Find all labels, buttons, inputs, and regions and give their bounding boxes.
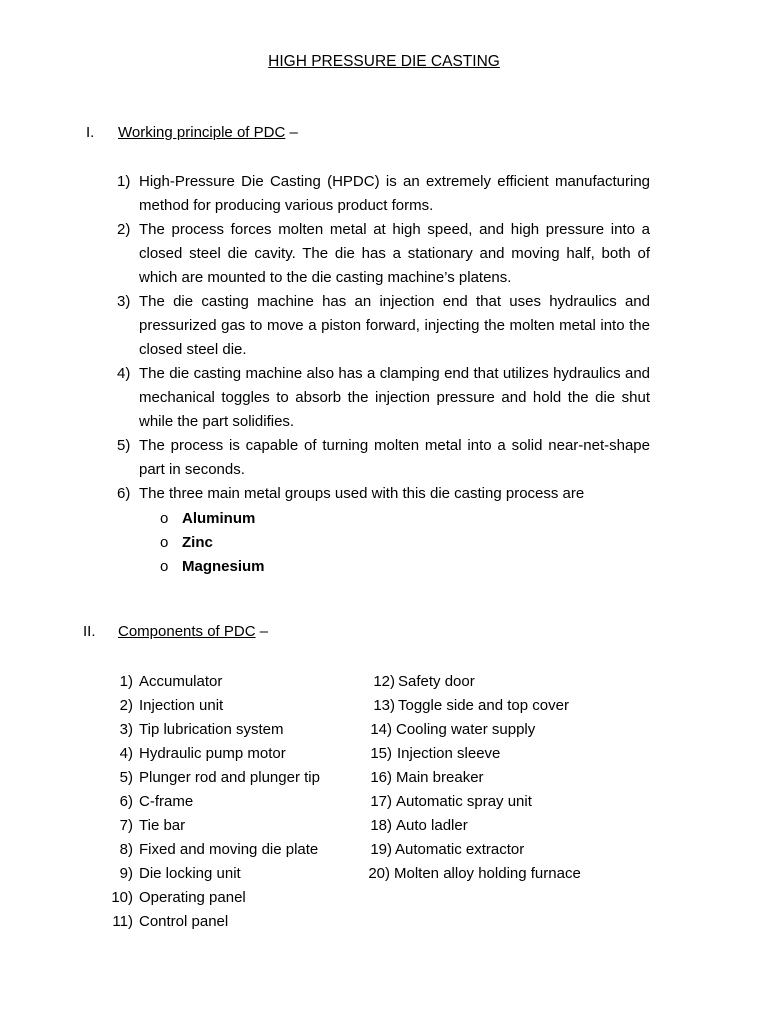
component-name: Main breaker: [396, 769, 484, 786]
component-number: 6): [119, 793, 133, 810]
metal-name: Aluminum: [182, 510, 256, 527]
list-item-number: 2): [117, 221, 131, 238]
component-name: Auto ladler: [396, 817, 468, 834]
component-name: Injection unit: [139, 697, 224, 714]
component-number: 14): [370, 721, 392, 738]
list-item-text: The die casting machine has an injection end that uses hydraulics and pressurized gas to move a piston forward, injecting the molten metal into the closed steel die.: [139, 293, 650, 358]
component-name: Toggle side and top cover: [398, 697, 569, 714]
component-name: Injection sleeve: [397, 745, 501, 762]
metal-name: Zinc: [182, 534, 213, 551]
metal-list: [0, 507, 768, 579]
component-number: 20): [368, 865, 390, 882]
component-number: 8): [119, 841, 133, 858]
component-name: Control panel: [139, 913, 229, 930]
list-item-number: 6): [117, 485, 131, 502]
component-number: 5): [119, 769, 133, 786]
section-2-numeral: II.: [83, 623, 96, 640]
component-name: C-frame: [139, 793, 194, 810]
component-number: 12): [373, 673, 395, 690]
list-item: [0, 218, 768, 290]
component-number: 17): [370, 793, 392, 810]
list-item-text: The process forces molten metal at high speed, and high pressure into a closed steel die cavity. The die has a stationary and moving half, both of which are mounted to the die casting machine’s platens.: [139, 221, 650, 286]
metal-item: [0, 555, 768, 579]
list-item-text: High-Pressure Die Casting (HPDC) is an extremely efficient manufacturing method for producing various product forms.: [139, 173, 650, 214]
list-item: [0, 170, 768, 218]
component-number: 11): [112, 913, 133, 930]
component-name: Fixed and moving die plate: [139, 841, 319, 858]
list-item-number: 3): [117, 293, 131, 310]
component-name: Cooling water supply: [396, 721, 536, 738]
list-item-text: The three main metal groups used with this die casting process are: [139, 485, 585, 502]
component-name: Accumulator: [139, 673, 223, 690]
list-item: [0, 482, 768, 506]
bullet-icon: o: [160, 510, 169, 527]
list-item: [0, 362, 768, 434]
component-number: 19): [370, 841, 392, 858]
list-item-text: The process is capable of turning molten metal into a solid near-net-shape part in seconds.: [139, 437, 650, 478]
component-name: Molten alloy holding furnace: [394, 865, 581, 882]
bullet-icon: o: [160, 534, 169, 551]
section-1-numeral: I.: [86, 124, 95, 141]
component-name: Die locking unit: [139, 865, 241, 882]
section-1-dash: –: [285, 124, 298, 141]
section-1-heading: [0, 124, 768, 146]
document-title: HIGH PRESSURE DIE CASTING: [268, 53, 500, 70]
component-number: 18): [370, 817, 392, 834]
component-number: 15): [370, 745, 392, 762]
component-name: Operating panel: [139, 889, 246, 906]
section-2-title: Components of PDC: [118, 623, 256, 640]
list-item: [0, 434, 768, 482]
component-name: Automatic spray unit: [396, 793, 532, 810]
component-name: Safety door: [398, 673, 475, 690]
principle-list: [0, 170, 768, 506]
list-item-number: 1): [117, 173, 131, 190]
component-number: 2): [119, 697, 133, 714]
component-name: Automatic extractor: [395, 841, 525, 858]
component-name: Plunger rod and plunger tip: [139, 769, 320, 786]
component-number: 7): [119, 817, 133, 834]
section-2-heading: [0, 623, 768, 645]
component-number: 13): [373, 697, 395, 714]
component-number: 1): [119, 673, 133, 690]
section-2-dash: –: [255, 623, 269, 640]
section-1-title: Working principle of PDC: [118, 124, 286, 141]
metal-item: [0, 531, 768, 555]
list-item-number: 4): [117, 365, 131, 382]
component-name: Hydraulic pump motor: [139, 745, 286, 762]
component-number: 9): [119, 865, 133, 882]
metal-item: [0, 507, 768, 531]
list-item-number: 5): [117, 437, 131, 454]
component-name: Tie bar: [139, 817, 186, 834]
component-number: 16): [370, 769, 392, 786]
list-item: [0, 290, 768, 362]
component-number: 4): [119, 745, 133, 762]
component-name: Tip lubrication system: [139, 721, 284, 738]
metal-name: Magnesium: [182, 558, 265, 575]
component-number: 10): [111, 889, 133, 906]
list-item-text: The die casting machine also has a clamping end that utilizes hydraulics and mechanical toggles to absorb the injection pressure and hold the die shut while the part solidifies.: [139, 365, 650, 430]
bullet-icon: o: [160, 558, 169, 575]
component-number: 3): [119, 721, 133, 738]
